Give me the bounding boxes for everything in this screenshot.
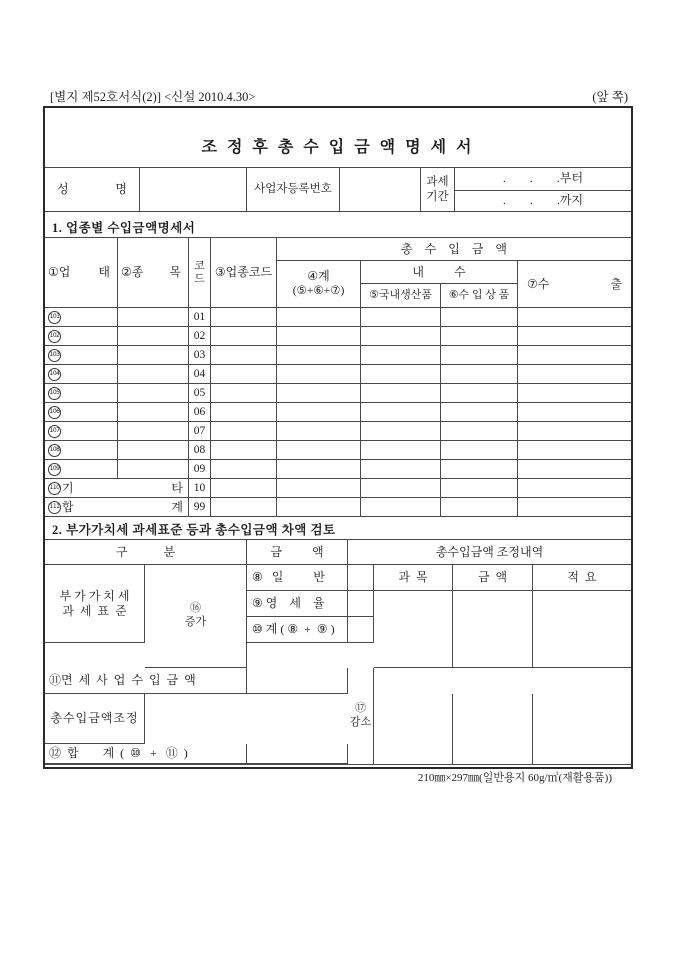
adjustment-group-label: 총수입금액조정 xyxy=(45,694,145,744)
adjustment-increase-amount-cell[interactable] xyxy=(374,764,453,765)
form-title: 조 정 후 총 수 입 금 액 명 세 서 xyxy=(201,139,475,156)
decrease-col-header-category xyxy=(45,764,145,765)
increase-col-header-category: 과 목 xyxy=(374,565,453,591)
col-header-industry-code: ③업종코드 xyxy=(211,238,277,308)
adjustment-decrease-label xyxy=(453,764,533,765)
code-cell: 06 xyxy=(189,403,211,422)
industry-code-cell[interactable] xyxy=(211,365,277,384)
imported-goods-cell[interactable] xyxy=(441,308,518,327)
imported-goods-cell[interactable] xyxy=(441,441,518,460)
tax-period-label: 과세 기간 xyxy=(421,168,455,211)
col-header-business-type: ①업 태 xyxy=(45,238,118,308)
row-marker: 102 xyxy=(48,330,61,343)
export-cell[interactable] xyxy=(518,308,631,327)
period-from-cell[interactable]: . . .부터 xyxy=(502,171,584,186)
item-cell[interactable] xyxy=(118,422,189,441)
col-header-code: 코드 xyxy=(189,238,211,308)
imported-goods-cell[interactable] xyxy=(441,365,518,384)
imported-goods-cell[interactable] xyxy=(441,384,518,403)
sum-cell[interactable] xyxy=(277,403,361,422)
sum-cell[interactable] xyxy=(277,498,361,517)
page-side-label: (앞 쪽) xyxy=(592,90,628,104)
code-cell: 08 xyxy=(189,441,211,460)
row-marker: 107 xyxy=(48,425,61,438)
export-cell[interactable] xyxy=(518,498,631,517)
domestic-product-cell[interactable] xyxy=(361,327,441,346)
industry-code-cell[interactable] xyxy=(211,403,277,422)
increase-category-cell[interactable] xyxy=(374,591,453,668)
adjustment-decrease-amount-cell[interactable] xyxy=(533,764,631,765)
vat-general-label: ⑧ 일 반 xyxy=(247,565,348,591)
row-marker: 111 xyxy=(48,501,61,514)
domestic-product-cell[interactable] xyxy=(361,498,441,517)
etc-row-label: 110 기 타 xyxy=(45,479,189,498)
export-cell[interactable] xyxy=(518,346,631,365)
sum-cell[interactable] xyxy=(277,422,361,441)
col-header-sum: ④계 (⑤+⑥+⑦) xyxy=(277,261,361,308)
domestic-product-cell[interactable] xyxy=(361,422,441,441)
domestic-product-cell[interactable] xyxy=(361,460,441,479)
business-number-input-cell[interactable] xyxy=(340,168,421,211)
code-cell: 05 xyxy=(189,384,211,403)
code-cell: 09 xyxy=(189,460,211,479)
imported-goods-cell[interactable] xyxy=(441,346,518,365)
domestic-product-cell[interactable] xyxy=(361,346,441,365)
grand-total-amount-cell[interactable] xyxy=(247,744,348,764)
domestic-product-cell[interactable] xyxy=(361,441,441,460)
item-cell[interactable] xyxy=(118,384,189,403)
vat-general-amount-cell[interactable] xyxy=(348,565,374,591)
section2-title: 2. 부가가치세 과세표준 등과 총수입금액 차액 검토 xyxy=(52,523,336,537)
sum-cell[interactable] xyxy=(277,365,361,384)
grand-total-label: ⑫ 합 계 ( ⑩ + ⑪ ) xyxy=(45,744,247,764)
domestic-product-cell[interactable] xyxy=(361,479,441,498)
col-header-domestic-group: 내 수 xyxy=(361,261,518,284)
industry-code-cell[interactable] xyxy=(211,498,277,517)
imported-goods-cell[interactable] xyxy=(441,498,518,517)
col-header-adjustment-detail: 총수입금액 조정내역 xyxy=(348,540,631,565)
exempt-amount-cell[interactable] xyxy=(247,668,348,694)
domestic-product-cell[interactable] xyxy=(361,308,441,327)
item-cell[interactable] xyxy=(118,308,189,327)
vat-review-table xyxy=(45,539,631,763)
exempt-revenue-label: ⑪면 세 사 업 수 입 금 액 xyxy=(45,668,247,694)
domestic-product-cell[interactable] xyxy=(361,403,441,422)
period-to-cell[interactable]: . . .까지 xyxy=(455,190,631,212)
col-header-item: ②종 목 xyxy=(118,238,189,308)
item-cell[interactable] xyxy=(118,403,189,422)
sum-cell[interactable] xyxy=(277,384,361,403)
business-type-cell[interactable] xyxy=(45,365,118,384)
export-cell[interactable] xyxy=(518,365,631,384)
increase-col-header-amount: 금 액 xyxy=(453,565,533,591)
vat-zero-rate-label: ⑨ 영 세 율 xyxy=(247,591,348,617)
export-cell[interactable] xyxy=(518,327,631,346)
total-row-label: 111 합 계 xyxy=(45,498,189,517)
item-cell[interactable] xyxy=(118,346,189,365)
increase-col-header-note: 적 요 xyxy=(533,565,631,591)
sum-cell[interactable] xyxy=(277,479,361,498)
export-cell[interactable] xyxy=(518,384,631,403)
row-marker: 106 xyxy=(48,406,61,419)
item-cell[interactable] xyxy=(118,327,189,346)
identity-table xyxy=(45,167,631,212)
meta-line xyxy=(50,87,628,105)
col-header-domestic-product: ⑤국내생산품 xyxy=(361,284,441,308)
col-header-imported-goods: ⑥수 입 상 품 xyxy=(441,284,518,308)
row-marker: 108 xyxy=(48,444,61,457)
code-cell: 10 xyxy=(189,479,211,498)
col-header-export: ⑦수 출 xyxy=(518,261,631,308)
imported-goods-cell[interactable] xyxy=(441,422,518,441)
row-marker: 110 xyxy=(48,482,61,495)
industry-code-cell[interactable] xyxy=(211,422,277,441)
row-marker: 109 xyxy=(48,463,61,476)
sum-cell[interactable] xyxy=(277,460,361,479)
decrease-amount-cell[interactable] xyxy=(453,694,533,764)
col-header-total-revenue-group: 총 수 입 금 액 xyxy=(277,238,631,261)
export-cell[interactable] xyxy=(518,460,631,479)
increase-note-cell[interactable] xyxy=(533,591,631,668)
section1-title: 1. 업종별 수입금액명세서 xyxy=(52,221,196,235)
code-cell: 03 xyxy=(189,346,211,365)
decrease-category-cell[interactable] xyxy=(374,694,453,764)
sum-cell[interactable] xyxy=(277,308,361,327)
code-cell: 04 xyxy=(189,365,211,384)
business-type-cell[interactable] xyxy=(45,422,118,441)
vat-base-group-label: 부 가 가 치 세 과 세 표 준 xyxy=(45,565,145,643)
industry-code-cell[interactable] xyxy=(211,384,277,403)
item-cell[interactable] xyxy=(118,365,189,384)
decrease-col-header-note xyxy=(247,764,348,765)
code-cell: 99 xyxy=(189,498,211,517)
industry-code-cell[interactable] xyxy=(211,460,277,479)
domestic-product-cell[interactable] xyxy=(361,365,441,384)
col-header-amount: 금 액 xyxy=(247,540,348,565)
row-marker: 105 xyxy=(48,387,61,400)
export-cell[interactable] xyxy=(518,422,631,441)
paper-spec-note: 210㎜×297㎜(일반용지 60g/㎡(재활용품)) xyxy=(417,772,612,784)
domestic-product-cell[interactable] xyxy=(361,384,441,403)
form-number: [별지 제52호서식(2)] <신설 2010.4.30> xyxy=(50,90,256,104)
industry-code-cell[interactable] xyxy=(211,346,277,365)
form-border-box xyxy=(43,106,633,769)
business-type-cell[interactable] xyxy=(45,441,118,460)
row-marker: 101 xyxy=(48,311,61,324)
decrease-group-label: ⑰ 감소 xyxy=(348,668,374,764)
business-type-cell[interactable] xyxy=(45,460,118,479)
name-label: 성 명 xyxy=(45,168,140,211)
imported-goods-cell[interactable] xyxy=(441,460,518,479)
export-cell[interactable] xyxy=(518,479,631,498)
code-cell: 02 xyxy=(189,327,211,346)
vat-subtotal-amount-cell[interactable] xyxy=(348,617,374,643)
adjustment-increase-label xyxy=(348,764,374,765)
export-cell[interactable] xyxy=(518,441,631,460)
vat-zero-rate-amount-cell[interactable] xyxy=(348,591,374,617)
industry-code-cell[interactable] xyxy=(211,441,277,460)
sum-cell[interactable] xyxy=(277,346,361,365)
industry-code-cell[interactable] xyxy=(211,308,277,327)
item-cell[interactable] xyxy=(118,441,189,460)
increase-amount-cell[interactable] xyxy=(453,591,533,668)
item-cell[interactable] xyxy=(118,460,189,479)
business-type-cell[interactable] xyxy=(45,403,118,422)
industry-code-cell[interactable] xyxy=(211,327,277,346)
row-marker: 103 xyxy=(48,349,61,362)
decrease-col-header-amount xyxy=(145,764,247,765)
imported-goods-cell[interactable] xyxy=(441,327,518,346)
export-cell[interactable] xyxy=(518,403,631,422)
code-cell: 01 xyxy=(189,308,211,327)
business-type-cell[interactable] xyxy=(45,308,118,327)
business-number-label: 사업자등록번호 xyxy=(247,168,340,211)
revenue-by-type-table xyxy=(45,237,631,517)
name-input-cell[interactable] xyxy=(140,168,247,211)
industry-code-cell[interactable] xyxy=(211,479,277,498)
vat-subtotal-label: ⑩ 계 ( ⑧ + ⑨ ) xyxy=(247,617,348,643)
sum-cell[interactable] xyxy=(277,327,361,346)
col-header-category: 구 분 xyxy=(45,540,247,565)
business-type-cell[interactable] xyxy=(45,327,118,346)
imported-goods-cell[interactable] xyxy=(441,403,518,422)
business-type-cell[interactable] xyxy=(45,346,118,365)
increase-group-label: ⑯ 증가 xyxy=(145,565,247,668)
sum-cell[interactable] xyxy=(277,441,361,460)
business-type-cell[interactable] xyxy=(45,384,118,403)
decrease-note-cell[interactable] xyxy=(533,694,631,764)
imported-goods-cell[interactable] xyxy=(441,479,518,498)
code-cell: 07 xyxy=(189,422,211,441)
row-marker: 104 xyxy=(48,368,61,381)
